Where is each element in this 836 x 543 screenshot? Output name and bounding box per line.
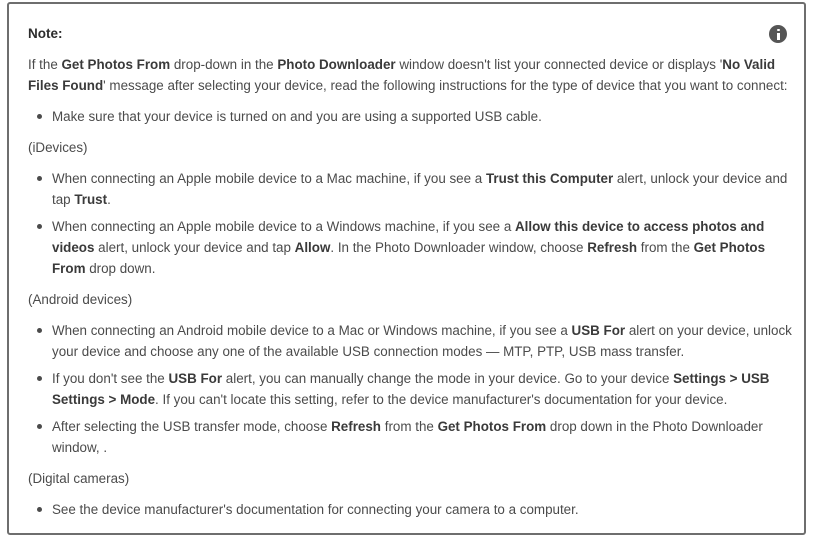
- text-run: from the: [637, 240, 694, 255]
- text-run: When connecting an Android mobile device to a Mac or Windows machine, if you see a: [52, 323, 572, 338]
- bold-text: Get Photos From: [437, 419, 547, 434]
- text-run: . In the Photo Downloader window, choose: [330, 240, 588, 255]
- bold-text: Allow: [294, 240, 331, 255]
- text-run: alert, unlock your device and tap: [94, 240, 295, 255]
- bold-text: No Valid Files Found: [28, 57, 776, 93]
- section-heading: (iDevices): [28, 140, 88, 155]
- section-list: [28, 168, 793, 279]
- text-run: See the device manufacturer's documentation for connecting your camera to a computer.: [52, 502, 579, 517]
- list-item: [52, 368, 793, 410]
- text-run: alert on your device, unlock your device and choose any one of the available USB connection modes — MTP, PTP, USB mass transfer.: [52, 323, 792, 359]
- section-list: [28, 499, 793, 520]
- bold-text: Get Photos From: [61, 57, 171, 72]
- text-run: ' message after selecting your device, read the following instructions for the type of device that you want to connect:: [103, 78, 788, 93]
- text-run: If you don't see the: [52, 371, 169, 386]
- bold-text: Allow this device to access photos and videos: [52, 219, 765, 255]
- section-heading: (Digital cameras): [28, 471, 130, 486]
- text-run: When connecting an Apple mobile device to a Windows machine, if you see a: [52, 219, 515, 234]
- text-run: drop down.: [85, 261, 156, 276]
- bold-text: Refresh: [587, 240, 638, 255]
- text-run: .: [107, 192, 111, 207]
- text-run: window doesn't list your connected device or displays ': [395, 57, 723, 72]
- list-item: [52, 499, 793, 520]
- bold-text: Get Photos From: [52, 240, 766, 276]
- general-list: [28, 106, 793, 127]
- section-list: [28, 320, 793, 458]
- text-run: If the: [28, 57, 62, 72]
- list-item: [52, 416, 793, 458]
- list-item: [52, 168, 793, 210]
- text-run: drop down in the Photo Downloader window, .: [52, 419, 763, 455]
- bold-text: Photo Downloader: [277, 57, 396, 72]
- text-run: . If you can't locate this setting, refer to the device manufacturer's documentation for your device.: [155, 392, 728, 407]
- list-item: [52, 320, 793, 362]
- text-run: from the: [381, 419, 438, 434]
- text-run: When connecting an Apple mobile device to a Mac machine, if you see a: [52, 171, 486, 186]
- bold-text: Trust this Computer: [485, 171, 614, 186]
- list-item: [52, 106, 793, 127]
- info-icon: [769, 25, 787, 43]
- list-item: [52, 216, 793, 279]
- text-run: After selecting the USB transfer mode, choose: [52, 419, 332, 434]
- sections: [28, 137, 793, 520]
- intro-paragraph: [28, 54, 793, 96]
- note-content: [28, 54, 793, 528]
- text-run: drop-down in the: [170, 57, 278, 72]
- bold-text: Settings > USB Settings > Mode: [52, 371, 770, 407]
- bold-text: Refresh: [331, 419, 381, 434]
- text-run: alert, you can manually change the mode in your device. Go to your device: [222, 371, 674, 386]
- text-run: alert, unlock your device and tap: [52, 171, 788, 207]
- text-run: Make sure that your device is turned on and you are using a supported USB cable.: [52, 109, 542, 124]
- bold-text: Trust: [74, 192, 108, 207]
- note-box: [7, 2, 806, 535]
- section-heading: (Android devices): [28, 292, 133, 307]
- note-title: Note:: [28, 26, 63, 41]
- bold-text: USB For: [571, 323, 626, 338]
- bold-text: USB For: [168, 371, 223, 386]
